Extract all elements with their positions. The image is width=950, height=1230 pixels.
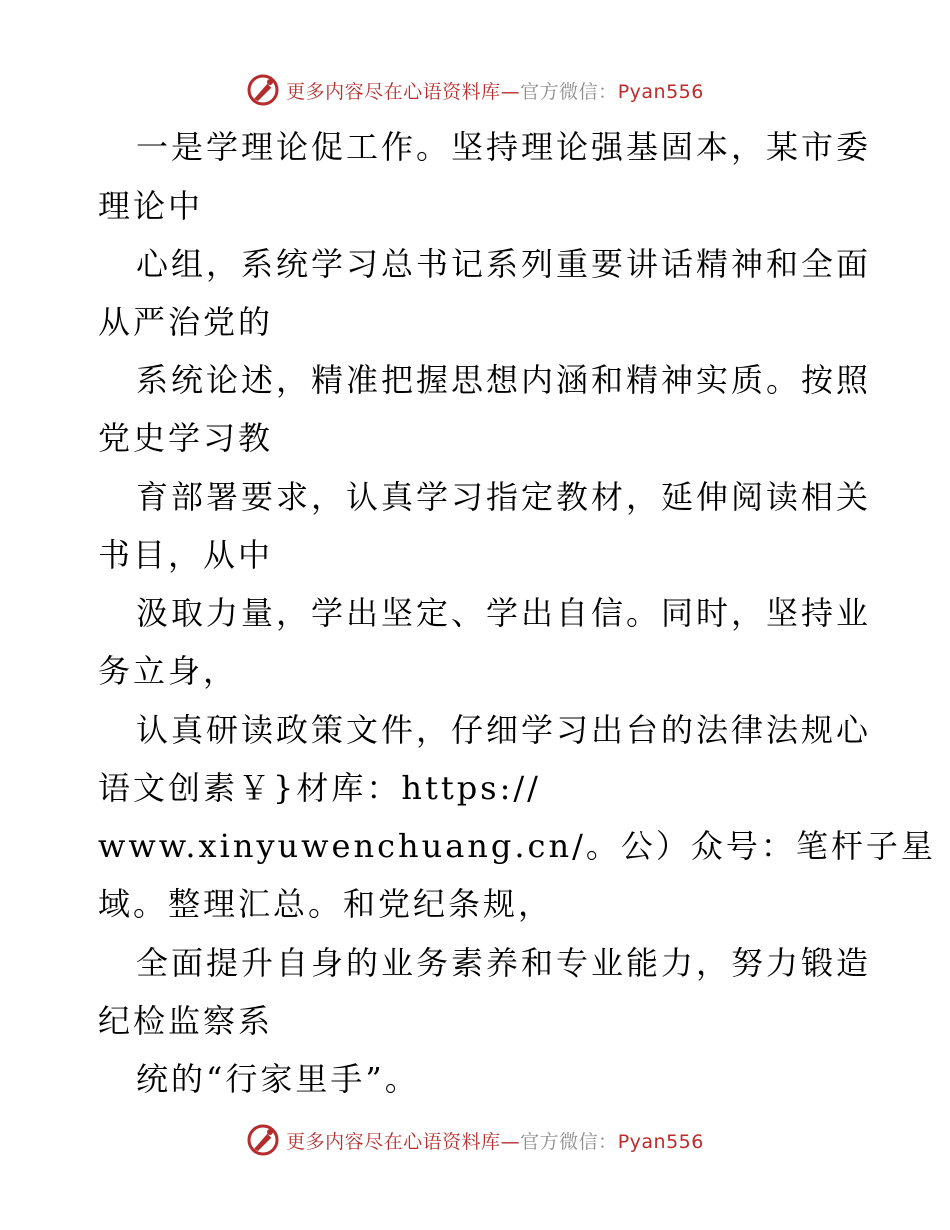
banner-main-text: 更多内容尽在心语资料库 <box>286 1130 501 1153</box>
banner-text <box>286 1127 704 1154</box>
paragraph-line: 域。整理汇总。和党纪条规， <box>98 885 554 923</box>
pen-circle-logo-icon <box>246 1123 280 1157</box>
paragraph-line: www.xinyuwenchuang.cn/。公）众号：笔杆子星 <box>98 827 936 865</box>
paragraph-line: 育部署要求，认真学习指定教材，延伸阅读相关 <box>136 478 872 516</box>
banner-text <box>286 77 704 104</box>
paragraph-line: 统的“行家里手”。 <box>136 1060 420 1098</box>
footer-banner-inner <box>246 1123 704 1157</box>
banner-wechat-id: Pyan556 <box>617 1130 704 1153</box>
paragraph-line: 认真研读政策文件，仔细学习出台的法律法规心 <box>136 711 872 749</box>
banner-wechat-label: 官方微信： <box>520 80 618 103</box>
paragraph-line: 心组，系统学习总书记系列重要讲话精神和全面 <box>136 245 872 283</box>
paragraph-line: 全面提升自身的业务素养和专业能力，努力锻造 <box>136 944 872 982</box>
paragraph-line: 汲取力量，学出坚定、学出自信。同时，坚持业 <box>136 594 872 632</box>
paragraph-line: 书目，从中 <box>98 536 274 574</box>
banner-wechat-label: 官方微信： <box>520 1130 618 1153</box>
footer-banner <box>0 1120 950 1160</box>
paragraph-line: 党史学习教 <box>98 419 274 457</box>
paragraph-line: 语文创素￥}材库：https:// <box>98 769 541 807</box>
paragraph-line: 系统论述，精准把握思想内涵和精神实质。按照 <box>136 361 872 399</box>
header-banner <box>0 70 950 110</box>
paragraph-line: 从严治党的 <box>98 303 274 341</box>
paragraph-line: 纪检监察系 <box>98 1002 274 1040</box>
paragraph-line: 务立身， <box>98 652 239 690</box>
header-banner-inner <box>246 73 704 107</box>
banner-dash: — <box>500 1130 521 1153</box>
paragraph-line: 一是学理论促工作。坚持理论强基固本，某市委 <box>136 128 872 166</box>
banner-wechat-id: Pyan556 <box>617 80 704 103</box>
pen-circle-logo-icon <box>246 73 280 107</box>
banner-dash: — <box>500 80 521 103</box>
paragraph-line: 理论中 <box>98 187 204 225</box>
banner-main-text: 更多内容尽在心语资料库 <box>286 80 501 103</box>
